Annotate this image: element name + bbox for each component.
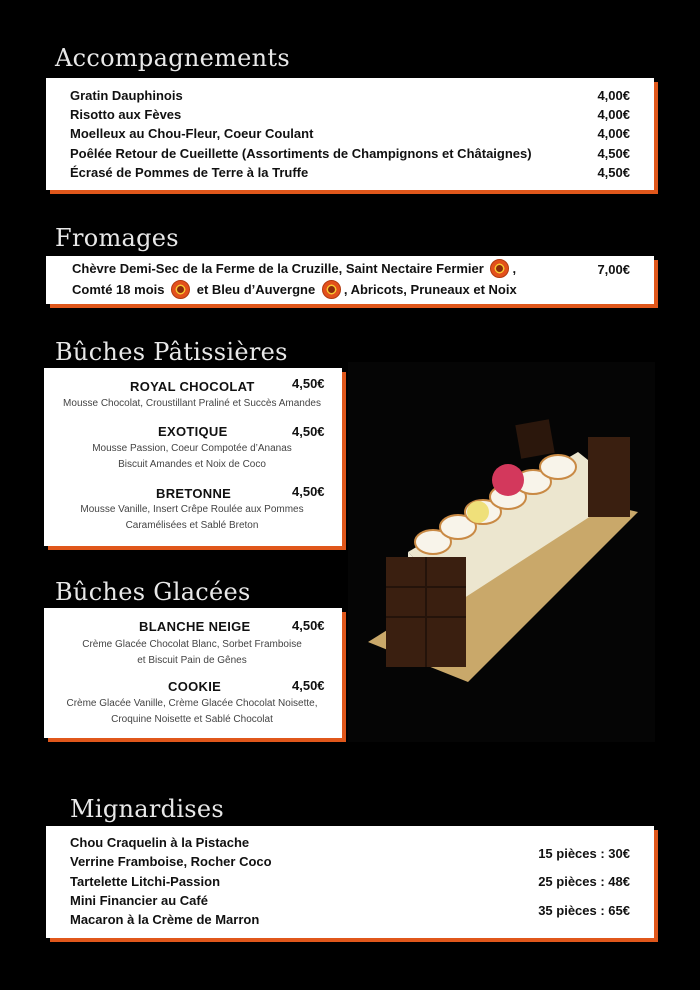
item-name: EXOTIQUE <box>158 424 228 439</box>
menu-row <box>70 107 630 122</box>
aop-label-icon <box>171 280 190 299</box>
item-name: Poêlée Retour de Cueillette (Assortiments de Champignons et Châtaignes) <box>70 146 532 161</box>
fromages-text: , <box>512 260 517 276</box>
mignardise-item: Macaron à la Crème de Marron <box>70 912 260 927</box>
item-price: 4,50€ <box>597 146 630 161</box>
fromages-text: , Abricots, Pruneaux et Noix <box>343 281 517 297</box>
fromages-panel <box>46 256 654 304</box>
item-description: Caramélisées et Sablé Breton <box>125 520 259 531</box>
fromages-line-2 <box>72 281 517 300</box>
mignardise-price: 15 pièces : 30€ <box>538 846 630 861</box>
aop-label-icon <box>490 259 509 278</box>
menu-row <box>70 88 630 103</box>
item-name: ROYAL CHOCOLAT <box>130 379 255 394</box>
section-title-buches-glacees: Bûches Glacées <box>55 578 251 606</box>
fromages-text: Comté 18 mois <box>72 281 165 297</box>
section-title-fromages: Fromages <box>55 224 179 252</box>
mignardise-price: 35 pièces : 65€ <box>538 903 630 918</box>
item-price: 4,00€ <box>597 126 630 141</box>
section-title-accompagnements: Accompagnements <box>55 44 290 72</box>
item-name: Gratin Dauphinois <box>70 88 183 103</box>
item-price: 4,00€ <box>597 107 630 122</box>
buches-glacees-panel <box>44 608 342 738</box>
fruit-decoration <box>467 501 489 523</box>
item-name: BLANCHE NEIGE <box>139 619 251 634</box>
item-name: COOKIE <box>168 679 222 694</box>
menu-row <box>70 146 630 161</box>
buche-illustration <box>348 362 655 742</box>
mignardises-panel <box>46 826 654 938</box>
fromages-text: et Bleu d’Auvergne <box>196 281 316 297</box>
section-title-buches-patissieres: Bûches Pâtissières <box>55 338 288 366</box>
item-description: Crème Glacée Chocolat Blanc, Sorbet Framboise <box>82 639 302 650</box>
accompagnements-panel <box>46 78 654 190</box>
item-description: Crème Glacée Vanille, Crème Glacée Chocolat Noisette, <box>66 698 318 709</box>
item-description: et Biscuit Pain de Gênes <box>137 655 247 666</box>
item-name: Écrasé de Pommes de Terre à la Truffe <box>70 165 309 180</box>
menu-row <box>70 165 630 180</box>
item-description: Mousse Chocolat, Croustillant Praliné et Succès Amandes <box>63 398 321 409</box>
fromages-line-1 <box>72 260 516 279</box>
mignardise-item: Verrine Framboise, Rocher Coco <box>70 854 272 869</box>
item-description: Biscuit Amandes et Noix de Coco <box>118 459 266 470</box>
menu-row <box>70 126 630 141</box>
raspberry <box>492 464 524 496</box>
item-price: 4,50€ <box>292 484 325 499</box>
chocolate-plaque <box>515 419 554 458</box>
item-description: Croquine Noisette et Sablé Chocolat <box>111 714 273 725</box>
item-price: 4,50€ <box>292 678 325 693</box>
fromages-text: Chèvre Demi-Sec de la Ferme de la Cruzille, Saint Nectaire Fermier <box>72 260 484 276</box>
item-price: 4,50€ <box>292 376 325 391</box>
item-name: Moelleux au Chou-Fleur, Coeur Coulant <box>70 126 314 141</box>
buches-patissieres-panel <box>44 368 342 546</box>
item-price: 4,50€ <box>292 424 325 439</box>
item-price: 4,50€ <box>597 165 630 180</box>
item-price: 4,50€ <box>292 618 325 633</box>
fromages-price: 7,00€ <box>597 262 630 277</box>
item-price: 4,00€ <box>597 88 630 103</box>
item-description: Mousse Passion, Coeur Compotée d’Ananas <box>92 443 292 454</box>
buche-photo <box>348 362 655 742</box>
item-name: BRETONNE <box>156 486 232 501</box>
mignardise-price: 25 pièces : 48€ <box>538 874 630 889</box>
mignardise-item: Chou Craquelin à la Pistache <box>70 835 250 850</box>
mignardise-item: Tartelette Litchi-Passion <box>70 874 221 889</box>
chocolate-end-panel-back <box>588 437 630 517</box>
item-name: Risotto aux Fèves <box>70 107 182 122</box>
aop-label-icon <box>322 280 341 299</box>
mignardise-item: Mini Financier au Café <box>70 893 208 908</box>
section-title-mignardises: Mignardises <box>70 795 225 823</box>
item-description: Mousse Vanille, Insert Crêpe Roulée aux Pommes <box>80 504 304 515</box>
